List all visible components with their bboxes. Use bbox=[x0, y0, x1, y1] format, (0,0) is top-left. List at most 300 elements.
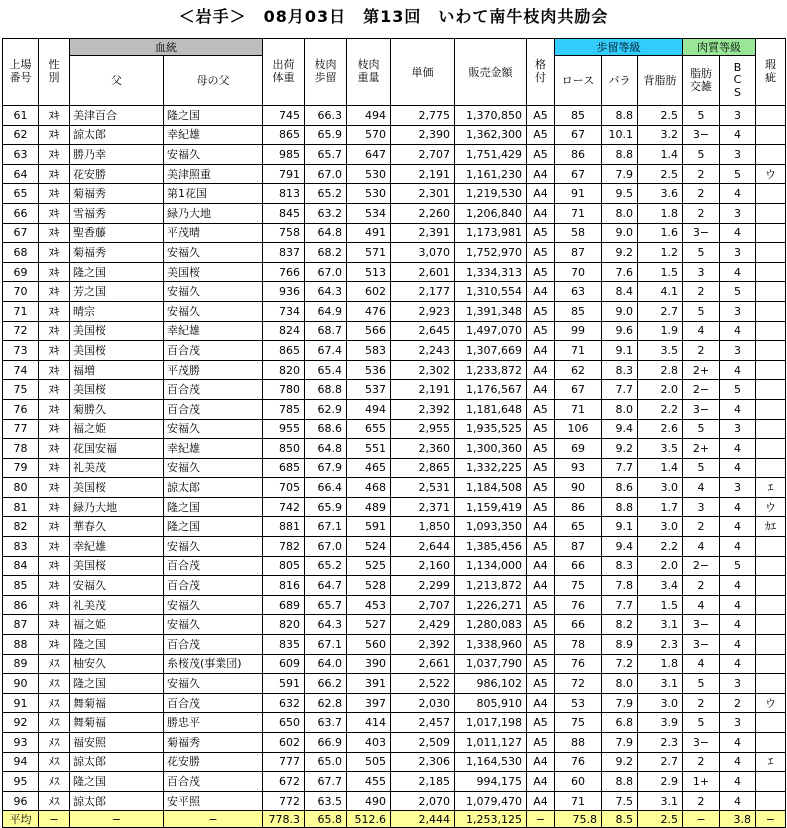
cell-rib: 9.6 bbox=[602, 321, 638, 341]
cell-sex: ﾇｷ bbox=[39, 380, 70, 400]
table-row bbox=[3, 458, 786, 478]
cell-sex: ﾇｷ bbox=[39, 262, 70, 282]
average-dam-sire: − bbox=[164, 811, 263, 828]
cell-lot-no: 66 bbox=[3, 203, 39, 223]
cell-back-fat: 4.1 bbox=[638, 282, 683, 302]
cell-dam-sire: 百合茂 bbox=[164, 556, 263, 576]
cell-lot-no: 90 bbox=[3, 674, 39, 694]
cell-defect bbox=[756, 654, 786, 674]
cell-loin: 69 bbox=[555, 439, 602, 459]
cell-lot-no: 80 bbox=[3, 478, 39, 498]
cell-dam-sire: 安福久 bbox=[164, 282, 263, 302]
cell-shipping-weight: 742 bbox=[263, 497, 305, 517]
cell-bcs: 4 bbox=[720, 262, 756, 282]
cell-carcass-weight: 591 bbox=[347, 517, 391, 537]
cell-carcass-yield: 65.2 bbox=[305, 556, 347, 576]
cell-carcass-yield: 65.9 bbox=[305, 125, 347, 145]
table-row bbox=[3, 360, 786, 380]
cell-bcs: 5 bbox=[720, 282, 756, 302]
cell-lot-no: 85 bbox=[3, 576, 39, 596]
cell-carcass-yield: 65.4 bbox=[305, 360, 347, 380]
cell-back-fat: 1.5 bbox=[638, 595, 683, 615]
cell-unit-price: 2,707 bbox=[391, 145, 455, 165]
cell-sire: 緑乃大地 bbox=[70, 497, 164, 517]
cell-sales-amount: 1,334,313 bbox=[455, 262, 527, 282]
cell-marbling: 2 bbox=[683, 517, 720, 537]
cell-back-fat: 1.8 bbox=[638, 203, 683, 223]
cell-sales-amount: 994,175 bbox=[455, 772, 527, 792]
cell-loin: 75 bbox=[555, 713, 602, 733]
cell-dam-sire: 平茂晴 bbox=[164, 223, 263, 243]
cell-bcs: 4 bbox=[720, 497, 756, 517]
cell-shipping-weight: 835 bbox=[263, 635, 305, 655]
cell-bcs: 4 bbox=[720, 125, 756, 145]
cell-grade: A5 bbox=[527, 478, 555, 498]
cell-carcass-weight: 491 bbox=[347, 223, 391, 243]
cell-unit-price: 2,243 bbox=[391, 341, 455, 361]
cell-sales-amount: 1,370,850 bbox=[455, 106, 527, 126]
cell-sales-amount: 1,159,419 bbox=[455, 497, 527, 517]
cell-unit-price: 2,522 bbox=[391, 674, 455, 694]
cell-loin: 66 bbox=[555, 615, 602, 635]
table-row bbox=[3, 791, 786, 811]
table-row bbox=[3, 106, 786, 126]
cell-bcs: 4 bbox=[720, 399, 756, 419]
cell-dam-sire: 幸紀雄 bbox=[164, 125, 263, 145]
cell-unit-price: 2,391 bbox=[391, 223, 455, 243]
cell-sire: 安福久 bbox=[70, 576, 164, 596]
header-carcass-yield: 枝肉 歩留 bbox=[305, 39, 347, 106]
cell-rib: 7.2 bbox=[602, 654, 638, 674]
cell-defect bbox=[756, 262, 786, 282]
cell-grade: A4 bbox=[527, 556, 555, 576]
cell-defect bbox=[756, 145, 786, 165]
cell-grade: A5 bbox=[527, 243, 555, 263]
cell-grade: A5 bbox=[527, 399, 555, 419]
cell-rib: 9.0 bbox=[602, 223, 638, 243]
cell-loin: 93 bbox=[555, 458, 602, 478]
cell-dam-sire: 安福久 bbox=[164, 674, 263, 694]
header-quality-grade: 肉質等級 bbox=[683, 39, 756, 56]
cell-sales-amount: 986,102 bbox=[455, 674, 527, 694]
header-yield-grade: 歩留等級 bbox=[555, 39, 683, 56]
cell-carcass-yield: 68.6 bbox=[305, 419, 347, 439]
cell-sex: ﾇｷ bbox=[39, 419, 70, 439]
cell-sex: ﾒｽ bbox=[39, 752, 70, 772]
cell-carcass-weight: 525 bbox=[347, 556, 391, 576]
cell-shipping-weight: 772 bbox=[263, 791, 305, 811]
cell-defect bbox=[756, 791, 786, 811]
cell-marbling: 2 bbox=[683, 203, 720, 223]
cell-sex: ﾇｷ bbox=[39, 203, 70, 223]
cell-carcass-yield: 63.2 bbox=[305, 203, 347, 223]
cell-marbling: 3− bbox=[683, 399, 720, 419]
cell-loin: 75 bbox=[555, 576, 602, 596]
cell-sex: ﾇｷ bbox=[39, 615, 70, 635]
cell-rib: 8.0 bbox=[602, 203, 638, 223]
cell-carcass-yield: 64.9 bbox=[305, 301, 347, 321]
cell-marbling: 2+ bbox=[683, 439, 720, 459]
cell-lot-no: 73 bbox=[3, 341, 39, 361]
cell-unit-price: 2,301 bbox=[391, 184, 455, 204]
header-sales-amount: 販売金額 bbox=[455, 39, 527, 106]
cell-sales-amount: 1,079,470 bbox=[455, 791, 527, 811]
table-row bbox=[3, 184, 786, 204]
cell-defect bbox=[756, 595, 786, 615]
cell-sire: 花安勝 bbox=[70, 164, 164, 184]
cell-grade: A5 bbox=[527, 497, 555, 517]
cell-unit-price: 2,955 bbox=[391, 419, 455, 439]
cell-sex: ﾒｽ bbox=[39, 772, 70, 792]
average-rib: 8.5 bbox=[602, 811, 638, 828]
auction-results-table bbox=[2, 38, 786, 828]
cell-carcass-weight: 494 bbox=[347, 106, 391, 126]
cell-sire: 福之姫 bbox=[70, 419, 164, 439]
cell-carcass-weight: 414 bbox=[347, 713, 391, 733]
cell-marbling: 2 bbox=[683, 282, 720, 302]
cell-dam-sire: 諒太郎 bbox=[164, 478, 263, 498]
cell-rib: 8.3 bbox=[602, 556, 638, 576]
cell-rib: 8.8 bbox=[602, 497, 638, 517]
cell-carcass-yield: 64.8 bbox=[305, 439, 347, 459]
cell-defect bbox=[756, 399, 786, 419]
cell-rib: 9.1 bbox=[602, 517, 638, 537]
table-row bbox=[3, 674, 786, 694]
cell-defect: ｴ bbox=[756, 478, 786, 498]
table-row bbox=[3, 439, 786, 459]
cell-grade: A4 bbox=[527, 772, 555, 792]
cell-carcass-yield: 68.8 bbox=[305, 380, 347, 400]
cell-back-fat: 2.6 bbox=[638, 419, 683, 439]
cell-carcass-weight: 455 bbox=[347, 772, 391, 792]
cell-sire: 福増 bbox=[70, 360, 164, 380]
table-row bbox=[3, 537, 786, 557]
cell-marbling: 3− bbox=[683, 733, 720, 753]
cell-sire: 礼美茂 bbox=[70, 458, 164, 478]
table-row bbox=[3, 125, 786, 145]
cell-loin: 86 bbox=[555, 497, 602, 517]
table-row bbox=[3, 282, 786, 302]
cell-unit-price: 2,191 bbox=[391, 164, 455, 184]
cell-defect bbox=[756, 439, 786, 459]
cell-sire: 柚安久 bbox=[70, 654, 164, 674]
cell-grade: A5 bbox=[527, 615, 555, 635]
cell-dam-sire: 安福久 bbox=[164, 458, 263, 478]
average-defect: − bbox=[756, 811, 786, 828]
cell-grade: A5 bbox=[527, 635, 555, 655]
cell-rib: 9.2 bbox=[602, 243, 638, 263]
cell-dam-sire: 安平照 bbox=[164, 791, 263, 811]
cell-shipping-weight: 850 bbox=[263, 439, 305, 459]
cell-back-fat: 2.7 bbox=[638, 301, 683, 321]
cell-sales-amount: 1,213,872 bbox=[455, 576, 527, 596]
cell-carcass-yield: 67.0 bbox=[305, 537, 347, 557]
cell-carcass-yield: 66.4 bbox=[305, 478, 347, 498]
cell-rib: 9.5 bbox=[602, 184, 638, 204]
cell-lot-no: 91 bbox=[3, 693, 39, 713]
cell-unit-price: 2,070 bbox=[391, 791, 455, 811]
cell-defect bbox=[756, 537, 786, 557]
cell-sales-amount: 1,093,350 bbox=[455, 517, 527, 537]
cell-carcass-yield: 66.3 bbox=[305, 106, 347, 126]
cell-sales-amount: 1,173,981 bbox=[455, 223, 527, 243]
cell-bcs: 3 bbox=[720, 145, 756, 165]
cell-sire: 舞菊福 bbox=[70, 693, 164, 713]
cell-unit-price: 2,185 bbox=[391, 772, 455, 792]
cell-dam-sire: 安福久 bbox=[164, 537, 263, 557]
cell-lot-no: 61 bbox=[3, 106, 39, 126]
cell-back-fat: 3.6 bbox=[638, 184, 683, 204]
cell-defect bbox=[756, 106, 786, 126]
cell-back-fat: 2.8 bbox=[638, 360, 683, 380]
cell-bcs: 4 bbox=[720, 458, 756, 478]
cell-sire: 菊福秀 bbox=[70, 243, 164, 263]
cell-lot-no: 65 bbox=[3, 184, 39, 204]
cell-dam-sire: 安福久 bbox=[164, 145, 263, 165]
cell-carcass-yield: 64.8 bbox=[305, 223, 347, 243]
cell-sales-amount: 1,037,790 bbox=[455, 654, 527, 674]
cell-shipping-weight: 865 bbox=[263, 341, 305, 361]
cell-carcass-weight: 560 bbox=[347, 635, 391, 655]
table-row bbox=[3, 693, 786, 713]
cell-lot-no: 92 bbox=[3, 713, 39, 733]
cell-loin: 88 bbox=[555, 733, 602, 753]
cell-rib: 8.0 bbox=[602, 674, 638, 694]
cell-rib: 8.8 bbox=[602, 106, 638, 126]
cell-sales-amount: 1,300,360 bbox=[455, 439, 527, 459]
cell-sire: 美国桜 bbox=[70, 556, 164, 576]
header-back-fat: 背脂肪 bbox=[638, 56, 683, 106]
cell-grade: A4 bbox=[527, 380, 555, 400]
cell-sales-amount: 1,391,348 bbox=[455, 301, 527, 321]
cell-dam-sire: 安福久 bbox=[164, 419, 263, 439]
cell-sex: ﾇｷ bbox=[39, 576, 70, 596]
cell-sales-amount: 1,751,429 bbox=[455, 145, 527, 165]
cell-shipping-weight: 758 bbox=[263, 223, 305, 243]
cell-carcass-weight: 490 bbox=[347, 791, 391, 811]
table-row bbox=[3, 615, 786, 635]
cell-carcass-yield: 68.2 bbox=[305, 243, 347, 263]
cell-grade: A4 bbox=[527, 203, 555, 223]
cell-bcs: 4 bbox=[720, 360, 756, 380]
cell-defect bbox=[756, 282, 786, 302]
cell-back-fat: 2.9 bbox=[638, 772, 683, 792]
cell-sex: ﾇｷ bbox=[39, 282, 70, 302]
cell-carcass-weight: 571 bbox=[347, 243, 391, 263]
cell-lot-no: 64 bbox=[3, 164, 39, 184]
cell-dam-sire: 百合茂 bbox=[164, 772, 263, 792]
cell-carcass-yield: 67.7 bbox=[305, 772, 347, 792]
cell-carcass-weight: 476 bbox=[347, 301, 391, 321]
cell-sales-amount: 1,226,271 bbox=[455, 595, 527, 615]
cell-sire: 福安照 bbox=[70, 733, 164, 753]
cell-carcass-weight: 489 bbox=[347, 497, 391, 517]
cell-sex: ﾇｷ bbox=[39, 145, 70, 165]
cell-bcs: 3 bbox=[720, 478, 756, 498]
cell-marbling: 4 bbox=[683, 321, 720, 341]
cell-defect bbox=[756, 772, 786, 792]
cell-dam-sire: 隆之国 bbox=[164, 517, 263, 537]
cell-back-fat: 1.9 bbox=[638, 321, 683, 341]
cell-marbling: 5 bbox=[683, 301, 720, 321]
cell-carcass-yield: 65.9 bbox=[305, 497, 347, 517]
table-row bbox=[3, 301, 786, 321]
cell-carcass-weight: 534 bbox=[347, 203, 391, 223]
cell-back-fat: 2.0 bbox=[638, 380, 683, 400]
cell-lot-no: 70 bbox=[3, 282, 39, 302]
cell-defect bbox=[756, 635, 786, 655]
cell-sex: ﾇｷ bbox=[39, 106, 70, 126]
cell-dam-sire: 勝忠平 bbox=[164, 713, 263, 733]
cell-shipping-weight: 734 bbox=[263, 301, 305, 321]
cell-back-fat: 1.4 bbox=[638, 145, 683, 165]
cell-carcass-yield: 67.1 bbox=[305, 635, 347, 655]
cell-back-fat: 3.1 bbox=[638, 791, 683, 811]
cell-sales-amount: 1,497,070 bbox=[455, 321, 527, 341]
table-row bbox=[3, 497, 786, 517]
cell-lot-no: 71 bbox=[3, 301, 39, 321]
cell-loin: 71 bbox=[555, 203, 602, 223]
table-row bbox=[3, 595, 786, 615]
cell-grade: A4 bbox=[527, 576, 555, 596]
cell-loin: 63 bbox=[555, 282, 602, 302]
cell-lot-no: 74 bbox=[3, 360, 39, 380]
cell-shipping-weight: 689 bbox=[263, 595, 305, 615]
cell-back-fat: 2.5 bbox=[638, 106, 683, 126]
cell-rib: 7.9 bbox=[602, 693, 638, 713]
cell-grade: A4 bbox=[527, 341, 555, 361]
cell-carcass-weight: 570 bbox=[347, 125, 391, 145]
cell-grade: A5 bbox=[527, 106, 555, 126]
cell-loin: 76 bbox=[555, 595, 602, 615]
cell-sales-amount: 1,164,530 bbox=[455, 752, 527, 772]
cell-sire: 花国安福 bbox=[70, 439, 164, 459]
cell-shipping-weight: 705 bbox=[263, 478, 305, 498]
cell-shipping-weight: 955 bbox=[263, 419, 305, 439]
cell-carcass-yield: 63.5 bbox=[305, 791, 347, 811]
header-carcass-weight: 枝肉 重量 bbox=[347, 39, 391, 106]
cell-grade: A4 bbox=[527, 360, 555, 380]
cell-back-fat: 2.2 bbox=[638, 399, 683, 419]
cell-defect bbox=[756, 125, 786, 145]
header-lot-no: 上場 番号 bbox=[3, 39, 39, 106]
cell-dam-sire: 美津照重 bbox=[164, 164, 263, 184]
cell-loin: 72 bbox=[555, 674, 602, 694]
cell-carcass-weight: 468 bbox=[347, 478, 391, 498]
average-grade: − bbox=[527, 811, 555, 828]
cell-marbling: 2 bbox=[683, 164, 720, 184]
cell-rib: 9.1 bbox=[602, 341, 638, 361]
cell-lot-no: 87 bbox=[3, 615, 39, 635]
cell-grade: A5 bbox=[527, 223, 555, 243]
cell-rib: 8.4 bbox=[602, 282, 638, 302]
cell-marbling: 5 bbox=[683, 145, 720, 165]
cell-dam-sire: 安福久 bbox=[164, 595, 263, 615]
cell-carcass-weight: 602 bbox=[347, 282, 391, 302]
cell-lot-no: 84 bbox=[3, 556, 39, 576]
cell-rib: 9.4 bbox=[602, 419, 638, 439]
cell-sales-amount: 1,307,669 bbox=[455, 341, 527, 361]
cell-rib: 7.6 bbox=[602, 262, 638, 282]
cell-unit-price: 2,371 bbox=[391, 497, 455, 517]
cell-bcs: 3 bbox=[720, 203, 756, 223]
cell-defect bbox=[756, 380, 786, 400]
cell-sales-amount: 1,362,300 bbox=[455, 125, 527, 145]
average-lot-no: 平均 bbox=[3, 811, 39, 828]
cell-marbling: 5 bbox=[683, 458, 720, 478]
cell-defect bbox=[756, 223, 786, 243]
cell-dam-sire: 美国桜 bbox=[164, 262, 263, 282]
cell-unit-price: 3,070 bbox=[391, 243, 455, 263]
cell-shipping-weight: 936 bbox=[263, 282, 305, 302]
cell-rib: 9.2 bbox=[602, 439, 638, 459]
cell-shipping-weight: 881 bbox=[263, 517, 305, 537]
cell-unit-price: 2,302 bbox=[391, 360, 455, 380]
cell-dam-sire: 幸紀雄 bbox=[164, 321, 263, 341]
cell-unit-price: 2,299 bbox=[391, 576, 455, 596]
cell-shipping-weight: 602 bbox=[263, 733, 305, 753]
cell-shipping-weight: 865 bbox=[263, 125, 305, 145]
cell-bcs: 4 bbox=[720, 733, 756, 753]
cell-back-fat: 3.2 bbox=[638, 125, 683, 145]
cell-bcs: 4 bbox=[720, 576, 756, 596]
table-body bbox=[3, 106, 786, 811]
cell-back-fat: 3.9 bbox=[638, 713, 683, 733]
cell-bcs: 3 bbox=[720, 341, 756, 361]
cell-marbling: 4 bbox=[683, 595, 720, 615]
cell-sales-amount: 1,219,530 bbox=[455, 184, 527, 204]
cell-sire: 礼美茂 bbox=[70, 595, 164, 615]
cell-dam-sire: 糸桜茂(事業団) bbox=[164, 654, 263, 674]
header-shipping-weight: 出荷 体重 bbox=[263, 39, 305, 106]
cell-unit-price: 2,661 bbox=[391, 654, 455, 674]
cell-lot-no: 78 bbox=[3, 439, 39, 459]
average-carcass-yield: 65.8 bbox=[305, 811, 347, 828]
cell-unit-price: 2,392 bbox=[391, 399, 455, 419]
cell-carcass-weight: 655 bbox=[347, 419, 391, 439]
cell-rib: 7.5 bbox=[602, 791, 638, 811]
cell-unit-price: 2,644 bbox=[391, 537, 455, 557]
cell-sire: 菊福秀 bbox=[70, 184, 164, 204]
cell-grade: A5 bbox=[527, 595, 555, 615]
cell-lot-no: 89 bbox=[3, 654, 39, 674]
cell-bcs: 3 bbox=[720, 713, 756, 733]
cell-carcass-yield: 67.0 bbox=[305, 164, 347, 184]
table-row bbox=[3, 164, 786, 184]
cell-back-fat: 3.1 bbox=[638, 674, 683, 694]
cell-sex: ﾇｷ bbox=[39, 301, 70, 321]
cell-carcass-yield: 67.9 bbox=[305, 458, 347, 478]
cell-sales-amount: 1,134,000 bbox=[455, 556, 527, 576]
cell-back-fat: 3.0 bbox=[638, 478, 683, 498]
cell-shipping-weight: 650 bbox=[263, 713, 305, 733]
cell-shipping-weight: 816 bbox=[263, 576, 305, 596]
cell-defect bbox=[756, 341, 786, 361]
cell-sex: ﾇｷ bbox=[39, 497, 70, 517]
cell-carcass-yield: 68.7 bbox=[305, 321, 347, 341]
cell-grade: A4 bbox=[527, 693, 555, 713]
header-bcs: B C S bbox=[720, 56, 756, 106]
cell-sire: 勝乃幸 bbox=[70, 145, 164, 165]
cell-shipping-weight: 837 bbox=[263, 243, 305, 263]
cell-sex: ﾇｷ bbox=[39, 595, 70, 615]
average-row bbox=[3, 811, 786, 828]
table-row bbox=[3, 654, 786, 674]
table-row bbox=[3, 399, 786, 419]
cell-dam-sire: 百合茂 bbox=[164, 380, 263, 400]
cell-lot-no: 76 bbox=[3, 399, 39, 419]
cell-lot-no: 72 bbox=[3, 321, 39, 341]
